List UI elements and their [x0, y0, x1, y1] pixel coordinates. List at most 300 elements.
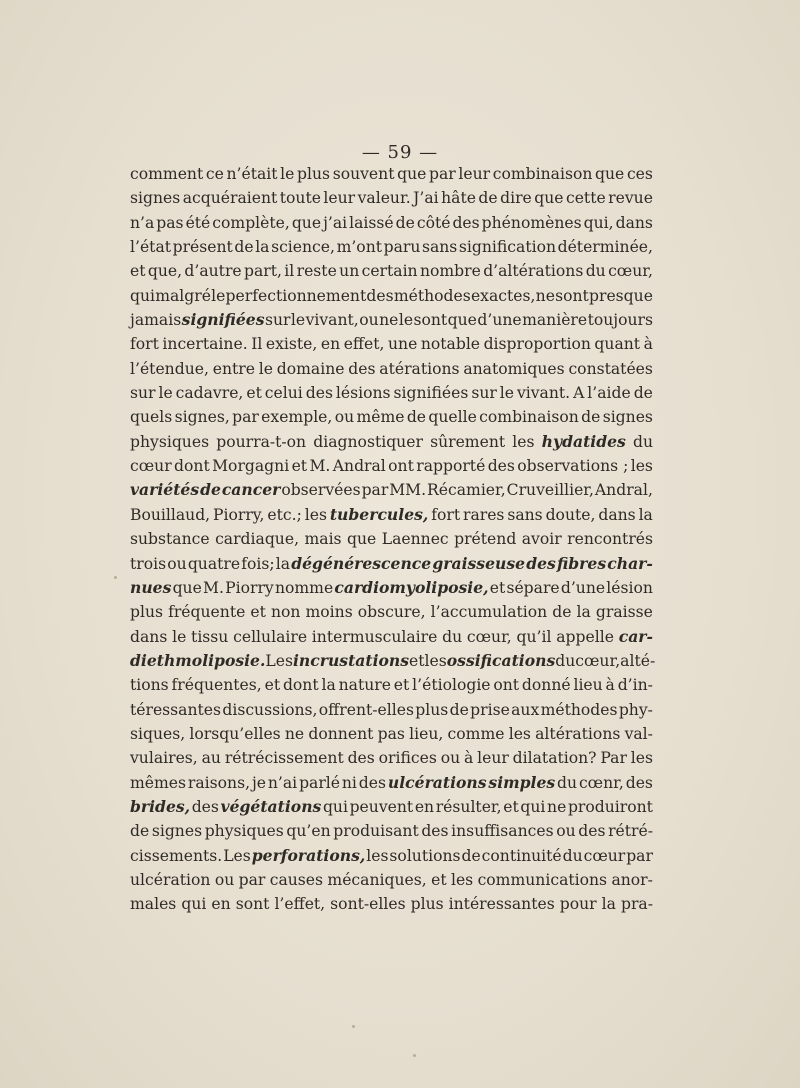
italic-word: ulcérations [387, 772, 487, 792]
text-line [130, 819, 653, 843]
word: mêmes [130, 773, 187, 792]
word: qu’il [516, 627, 552, 646]
word: les [512, 432, 535, 451]
word: MM. [389, 481, 427, 500]
word: nomme [274, 578, 334, 597]
word: dans [598, 505, 636, 524]
word: d’autre [184, 262, 242, 281]
word: lorsqu’elles [189, 724, 281, 743]
italic-word: tubercules, [329, 504, 429, 524]
word: plus [410, 895, 444, 914]
word: il [284, 262, 295, 281]
word: rétrécissement [224, 749, 344, 768]
paper-speck [352, 1025, 355, 1028]
word: d’altérations [483, 262, 584, 281]
text-line [130, 357, 653, 381]
word: souvent [332, 165, 395, 183]
word: ulcération [130, 870, 211, 889]
italic-word: variétés [130, 480, 200, 500]
word: et [246, 384, 262, 403]
word: altérations [535, 724, 621, 743]
word: constatées [568, 359, 653, 378]
word: de [234, 238, 254, 257]
word: téressantes [130, 700, 222, 719]
word: même [356, 408, 405, 427]
word: Les [223, 846, 251, 865]
word: effet, [343, 335, 385, 354]
word: des [452, 213, 480, 232]
word: dire [500, 189, 532, 208]
word: de [449, 700, 469, 719]
text-line [130, 284, 653, 308]
word: M. [309, 457, 331, 476]
word: celui [264, 384, 303, 403]
word: des [625, 773, 653, 792]
word: de [130, 822, 150, 841]
word: sans [421, 238, 458, 257]
text-line [130, 746, 653, 770]
word: Il [251, 335, 263, 354]
word: part, [243, 262, 282, 281]
word: exemple, [261, 408, 333, 427]
word: le [280, 165, 295, 183]
word: leur [477, 749, 509, 768]
word: je [251, 773, 267, 792]
word: en [320, 335, 341, 354]
word: val- [624, 724, 653, 743]
word: certain [361, 262, 418, 281]
word: et [489, 578, 506, 597]
word: la [601, 895, 616, 914]
text-line [130, 892, 653, 916]
word: l’aide [587, 384, 631, 403]
italic-word: simples [488, 772, 556, 792]
word: présent [172, 238, 233, 257]
word: été [185, 213, 211, 232]
word: manière [522, 311, 588, 330]
word: pra- [620, 895, 653, 914]
word: lieu [573, 676, 603, 695]
word: quelle [428, 408, 477, 427]
text-line [130, 600, 653, 624]
word: ou [167, 554, 187, 573]
word: cœur, [575, 651, 621, 670]
word: ou [556, 822, 576, 841]
word: ou [214, 870, 235, 889]
word: disproportion [483, 335, 591, 354]
word: obscure, [357, 603, 426, 622]
word: que [447, 311, 477, 330]
text-line [130, 332, 653, 356]
word: l’étendue, [130, 359, 209, 378]
word: lieu, [409, 724, 444, 743]
word: intermusculaire [311, 627, 438, 646]
word: Les [265, 651, 293, 670]
word: et [409, 651, 425, 670]
italic-word: végétations [220, 796, 322, 816]
word: prétend [454, 530, 517, 549]
word: incertaine. [162, 335, 248, 354]
word: communications [477, 870, 608, 889]
word: Bouillaud, [130, 505, 211, 524]
word: par [232, 408, 259, 427]
text-line [130, 478, 653, 502]
word: Cruveillier, [506, 481, 594, 500]
word: du [562, 846, 583, 865]
italic-word: incrustations [293, 650, 410, 670]
word: avoir [521, 530, 562, 549]
word: par [429, 165, 456, 183]
word: entre [212, 359, 255, 378]
word: Piorry [225, 578, 274, 597]
italic-word: des [526, 553, 556, 573]
word: des [191, 797, 219, 816]
word: plus [130, 603, 164, 622]
word: prise [470, 700, 510, 719]
word: j’ai [323, 213, 348, 232]
word: et [250, 603, 266, 622]
word: fort [431, 505, 461, 524]
word: la [275, 554, 291, 573]
word: sur [264, 311, 291, 330]
word: qui [322, 797, 348, 816]
word: domaine [276, 359, 345, 378]
word: Morgagni [212, 457, 290, 476]
word: l’effet, [274, 895, 326, 914]
word: acquéraient [182, 189, 278, 208]
word: ce [205, 165, 224, 183]
text-line [130, 844, 653, 868]
word: quels [130, 408, 173, 427]
word: moins [305, 603, 353, 622]
word: fréquente [168, 603, 246, 622]
text-line [130, 625, 653, 649]
word: sépare [506, 578, 560, 597]
word: signification [458, 238, 557, 257]
word: et [393, 676, 410, 695]
word: de [552, 603, 572, 622]
word: Andral, [594, 481, 653, 500]
text-line [130, 211, 653, 235]
word: signes [151, 822, 203, 841]
word: la [576, 603, 591, 622]
word: les [304, 505, 327, 524]
word: de [633, 384, 653, 403]
word: signes [602, 408, 653, 427]
word: cœnr, [578, 773, 624, 792]
word: l’accumulation [430, 603, 548, 622]
word: anatomiques [463, 359, 565, 378]
word: d’une [477, 311, 522, 330]
word: M. [203, 578, 224, 597]
word: par [238, 870, 266, 889]
word: dans [615, 213, 653, 232]
body-text [130, 162, 656, 917]
word: sur [130, 384, 156, 403]
text-line [130, 868, 653, 892]
word: phy- [618, 700, 653, 719]
word: cadavre, [175, 384, 244, 403]
word: ne [535, 286, 555, 305]
italic-word: cardiomyoliposie, [334, 577, 489, 597]
word: en [211, 895, 231, 914]
word: ou [359, 311, 379, 330]
word: comme [447, 724, 505, 743]
word: du [442, 627, 463, 646]
italic-word: graisseuse [432, 553, 526, 573]
page-number: — 59 — [361, 142, 439, 163]
word: mécaniques, [327, 870, 427, 889]
word: laissé [349, 213, 394, 232]
word: lésion [606, 578, 653, 597]
word: le [290, 311, 306, 330]
word: sont [413, 311, 448, 330]
word: rétré- [608, 822, 653, 841]
word: le [211, 286, 226, 305]
word: complète, [212, 213, 290, 232]
word: n’était [226, 165, 278, 183]
word: plus [297, 165, 331, 183]
word: hâte [441, 189, 476, 208]
word: raisons, [187, 773, 251, 792]
word: sur [471, 384, 497, 403]
italic-word: diethmoliposie. [130, 650, 266, 670]
word: sûrement [430, 432, 506, 451]
word: de [478, 189, 498, 208]
word: perfectionnement [225, 286, 367, 305]
word: atérations [379, 359, 460, 378]
word: que [397, 165, 427, 183]
text-line [130, 162, 653, 186]
word: un [339, 262, 360, 281]
word: méthodes [540, 700, 618, 719]
word: cardiaque, [215, 530, 300, 549]
word: la [321, 676, 336, 695]
word: d’une [560, 578, 606, 597]
paper-speck [114, 576, 117, 579]
word: pour [559, 895, 597, 914]
italic-word: dégénérescence [291, 553, 432, 573]
text-line [130, 722, 653, 746]
word: non [270, 603, 301, 622]
word: des [421, 822, 449, 841]
word: quatre [187, 554, 241, 573]
word: tions [130, 676, 169, 695]
word: trois [130, 554, 167, 573]
word: au [201, 749, 221, 768]
word: cissements. [130, 846, 223, 865]
text-line [130, 649, 656, 673]
word: le [258, 359, 273, 378]
word: combinaison [492, 165, 593, 183]
word: à [463, 749, 474, 768]
word: le [172, 627, 187, 646]
word: sont-elles [330, 895, 406, 914]
word: côté [416, 213, 451, 232]
word: ou [334, 408, 355, 427]
word: résulter, [435, 797, 502, 816]
word: comment [130, 165, 204, 183]
word: m’ont [336, 238, 383, 257]
word: Andral [332, 457, 386, 476]
word: dont [282, 676, 319, 695]
word: physiques [204, 822, 284, 841]
word: vivant, [305, 311, 359, 330]
word: qui [520, 797, 546, 816]
word: pas [377, 724, 405, 743]
word: pas [156, 213, 184, 232]
italic-word: hydatides [541, 431, 626, 451]
word: continuité [481, 846, 562, 865]
word: signes [130, 189, 181, 208]
word: produiront [567, 797, 653, 816]
word: des [487, 457, 515, 476]
text-line [130, 527, 653, 551]
word: exactes, [470, 286, 536, 305]
word: et [291, 457, 308, 476]
word: mais [304, 530, 342, 549]
word: jamais [130, 311, 182, 330]
word: des [366, 286, 394, 305]
italic-word: fibres [556, 553, 607, 573]
word: observées [281, 481, 361, 500]
word: A [573, 384, 585, 403]
word: reste [296, 262, 337, 281]
word: ont [493, 676, 520, 695]
word: les [424, 651, 447, 670]
word: discussions, [222, 700, 318, 719]
word: ces [626, 165, 653, 183]
word: que [534, 189, 564, 208]
word: dilatation? [512, 749, 597, 768]
word: toujours [587, 311, 653, 330]
word: en [414, 797, 435, 816]
word: existe, [265, 335, 318, 354]
word: les [630, 457, 653, 476]
word: la [255, 238, 270, 257]
word: des [578, 822, 606, 841]
word: les [450, 870, 474, 889]
word: de [581, 408, 601, 427]
word: dont [174, 457, 210, 476]
word: pourra-t-on [216, 432, 307, 451]
word: et [130, 262, 146, 281]
text-line [130, 795, 653, 819]
word: alté- [620, 651, 656, 670]
word: n’ai [267, 773, 298, 792]
word: l’étiologie [412, 676, 491, 695]
word: cette [565, 189, 606, 208]
text-line [130, 552, 653, 576]
word: physiques [130, 432, 210, 451]
word: intéressantes [448, 895, 555, 914]
italic-word: brides, [130, 796, 191, 816]
word: lésions [335, 384, 391, 403]
word: ne [284, 724, 305, 743]
italic-word: nues [130, 577, 172, 597]
word: du [555, 651, 576, 670]
word: anor- [611, 870, 653, 889]
word: et [503, 797, 519, 816]
word: cœur [130, 457, 172, 476]
word: orifices [378, 749, 437, 768]
text-line [130, 235, 653, 259]
word: diagnostiquer [313, 432, 423, 451]
word: et [431, 870, 447, 889]
text-line [130, 405, 653, 429]
text-line [130, 503, 653, 527]
word: les [508, 724, 531, 743]
word: d’in- [617, 676, 653, 695]
word: fois; [241, 554, 275, 573]
word: que, [147, 262, 183, 281]
word: le [499, 384, 514, 403]
word: fréquentes, [171, 676, 262, 695]
word: cellulaire [233, 627, 308, 646]
word: des [358, 773, 387, 792]
word: et [264, 676, 281, 695]
word: du [557, 773, 578, 792]
word: combinaison [479, 408, 579, 427]
text-line [130, 381, 653, 405]
word: ont [388, 457, 414, 476]
word: que [291, 213, 322, 232]
word: tissu [191, 627, 229, 646]
word: Piorry, [213, 505, 265, 524]
word: toute [279, 189, 321, 208]
word: dans [130, 627, 168, 646]
word: l’état [130, 238, 172, 257]
word: sans [507, 505, 543, 524]
word: doute, [545, 505, 596, 524]
word: sont [235, 895, 270, 914]
word: malgré [155, 286, 211, 305]
word: solutions [389, 846, 461, 865]
text-line [130, 454, 653, 478]
word: nature [338, 676, 391, 695]
word: Laennec [381, 530, 449, 549]
word: siques, [130, 724, 186, 743]
word: revue [608, 189, 653, 208]
word: que [172, 578, 202, 597]
word: déterminée, [557, 238, 653, 257]
word: ou [440, 749, 461, 768]
word: que [347, 530, 377, 549]
word: rencontrés [567, 530, 653, 549]
word: males [130, 895, 177, 914]
word: par [626, 846, 653, 865]
word: signifiées [393, 384, 469, 403]
italic-word: ossifications [446, 650, 556, 670]
word: ni [341, 773, 357, 792]
word: plus [415, 700, 449, 719]
word: insuffisances [451, 822, 554, 841]
word: que [595, 165, 625, 183]
word: donnent [308, 724, 374, 743]
word: Par [600, 749, 627, 768]
word: n’a [130, 213, 155, 232]
word: Récamier, [427, 481, 506, 500]
word: quant [594, 335, 641, 354]
word: du [585, 262, 606, 281]
text-line [130, 186, 653, 210]
word: J’ai [413, 189, 439, 208]
paper-speck [413, 1054, 416, 1057]
word: de [406, 408, 427, 427]
word: par [361, 481, 389, 500]
word: cœur, [608, 262, 653, 281]
word: le [158, 384, 173, 403]
